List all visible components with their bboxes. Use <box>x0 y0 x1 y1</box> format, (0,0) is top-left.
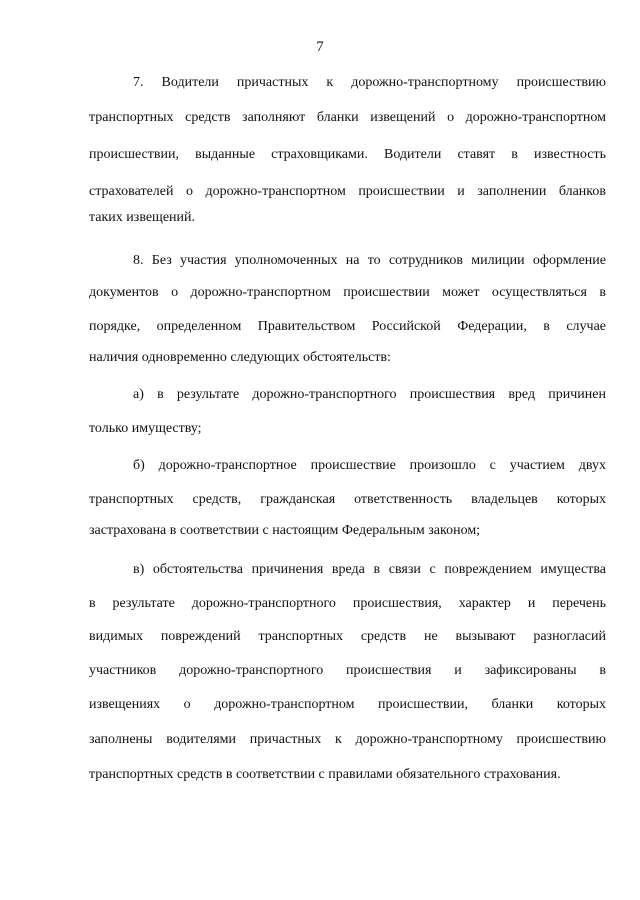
item-a-line-2: только имуществу; <box>89 421 202 436</box>
item-v-line-7: транспортных средств в соответствии с правилами обязательного страхования. <box>89 767 561 782</box>
paragraph-7-line-2: транспортных средств заполняют бланки извещений о дорожно-транспортном <box>89 110 606 125</box>
paragraph-8-line-2: документов о дорожно-транспортном происшествии может осуществляться в <box>89 285 606 300</box>
item-b-line-2: транспортных средств, гражданская ответственность владельцев которых <box>89 492 606 507</box>
paragraph-8-line-1: 8. Без участия уполномоченных на то сотрудников милиции оформление <box>133 253 606 268</box>
paragraph-7-line-4: страхователей о дорожно-транспортном происшествии и заполнении бланков <box>89 184 606 199</box>
item-v-line-1: в) обстоятельства причинения вреда в связи с повреждением имущества <box>133 562 606 577</box>
paragraph-7-line-3: происшествии, выданные страховщиками. Водители ставят в известность <box>89 147 606 162</box>
item-b-line-1: б) дорожно-транспортное происшествие произошло с участием двух <box>133 458 606 473</box>
item-b-line-3: застрахована в соответствии с настоящим Федеральным законом; <box>89 523 481 538</box>
paragraph-8-line-3: порядке, определенном Правительством Российской Федерации, в случае <box>89 319 606 334</box>
page-number: 7 <box>316 39 324 55</box>
item-v-line-4: участников дорожно-транспортного происшествия и зафиксированы в <box>89 663 606 678</box>
item-v-line-5: извещениях о дорожно-транспортном происшествии, бланки которых <box>89 697 606 712</box>
item-a-line-1: а) в результате дорожно-транспортного происшествия вред причинен <box>133 387 606 402</box>
item-v-line-3: видимых повреждений транспортных средств не вызывают разногласий <box>89 629 606 644</box>
item-v-line-2: в результате дорожно-транспортного происшествия, характер и перечень <box>89 596 606 611</box>
paragraph-8-line-4: наличия одновременно следующих обстоятельств: <box>89 350 391 365</box>
paragraph-7-line-5: таких извещений. <box>89 210 196 225</box>
item-v-line-6: заполнены водителями причастных к дорожно-транспортному происшествию <box>89 732 606 747</box>
paragraph-7-line-1: 7. Водители причастных к дорожно-транспортному происшествию <box>133 75 606 90</box>
